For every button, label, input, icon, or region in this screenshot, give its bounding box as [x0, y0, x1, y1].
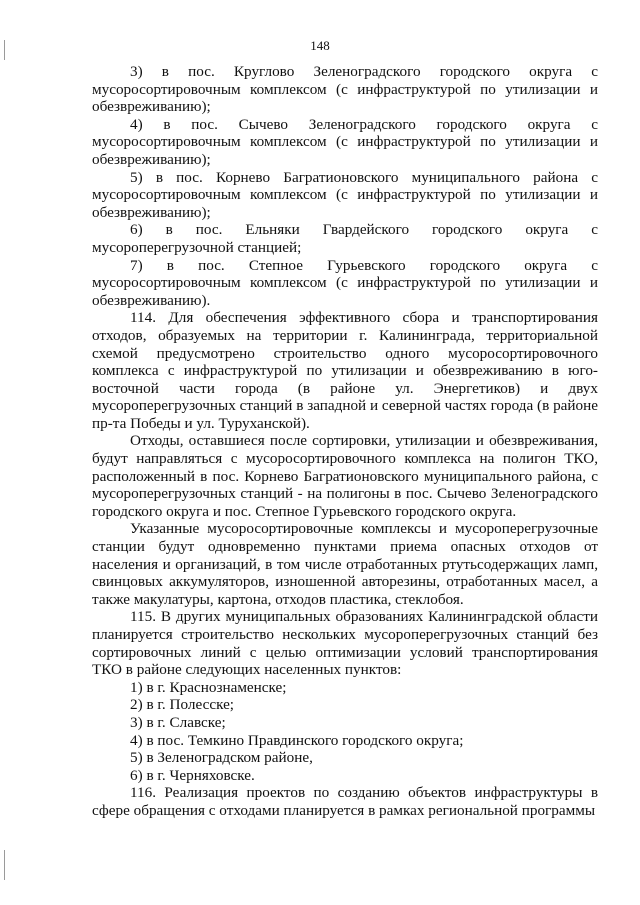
list-item: 3) в г. Славске; [130, 713, 226, 731]
paragraph: 6) в пос. Ельняки Гвардейского городского округа с мусороперегрузочной станцией; [92, 221, 598, 256]
paragraph: 3) в пос. Круглово Зеленоградского городского округа с мусоросортировочным комплексом (с инфраструктурой по утилизации и обезвреживанию); [92, 63, 598, 116]
document-body [92, 63, 598, 820]
paragraph: Отходы, оставшиеся после сортировки, утилизации и обезвреживания, будут направляться с мусоросортировочного комплекса на полигон ТКО, расположенный в пос. Корнево Багратионовского муниципального района, с мусороперегрузочных станций - на полигоны в пос. Сычево Зеленоградского городского округа и пос. Степное Гурьевского городского округа. [92, 432, 598, 520]
paragraph: 116. Реализация проектов по созданию объектов инфраструктуры в сфере обращения с отходами планируется в рамках региональной программы [92, 784, 598, 819]
list-item: 1) в г. Краснознаменске; [130, 678, 287, 696]
list-item: 6) в г. Черняховске. [130, 766, 255, 784]
page-number: 148 [310, 38, 330, 53]
scan-edge-mark [4, 850, 5, 880]
paragraph: 114. Для обеспечения эффективного сбора и транспортирования отходов, образуемых на территории г. Калининграда, территориальной схемой предусмотрено строительство одного мусоросортировочного комплекса с инфраструктурой по утилизации и обезвреживанию в юго-восточной части города (в районе ул. Энергетиков) и двух мусороперегрузочных станций в западной и северной частях города (в районе пр-та Победы и ул. Туруханской). [92, 309, 598, 432]
paragraph: 5) в пос. Корнево Багратионовского муниципального района с мусоросортировочным комплексом (с инфраструктурой по утилизации и обезвреживанию); [92, 168, 598, 221]
paragraph: Указанные мусоросортировочные комплексы и мусороперегрузочные станции будут одновременно пунктами приема опасных отходов от населения и организаций, в том числе отработанных ртутьсодержащих ламп, свинцовых аккумуляторов, изношенной авторезины, отработанных масел, а также макулатуры, картона, отходов пластика, стеклобоя. [92, 520, 598, 608]
paragraph: 7) в пос. Степное Гурьевского городского округа с мусоросортировочным комплексом (с инфраструктурой по утилизации и обезвреживанию). [92, 256, 598, 309]
paragraph: 115. В других муниципальных образованиях Калининградской области планируется строительство нескольких мусороперегрузочных станций без сортировочных линий с целью оптимизации условий транспортирования ТКО в районе следующих населенных пунктов: [92, 608, 598, 679]
paragraph: 4) в пос. Сычево Зеленоградского городского округа с мусоросортировочным комплексом (с инфраструктурой по утилизации и обезвреживанию); [92, 115, 598, 168]
list-item: 4) в пос. Темкино Правдинского городского округа; [130, 731, 464, 749]
list-item: 2) в г. Полесске; [130, 696, 235, 714]
list-item: 5) в Зеленоградском районе, [130, 749, 313, 767]
